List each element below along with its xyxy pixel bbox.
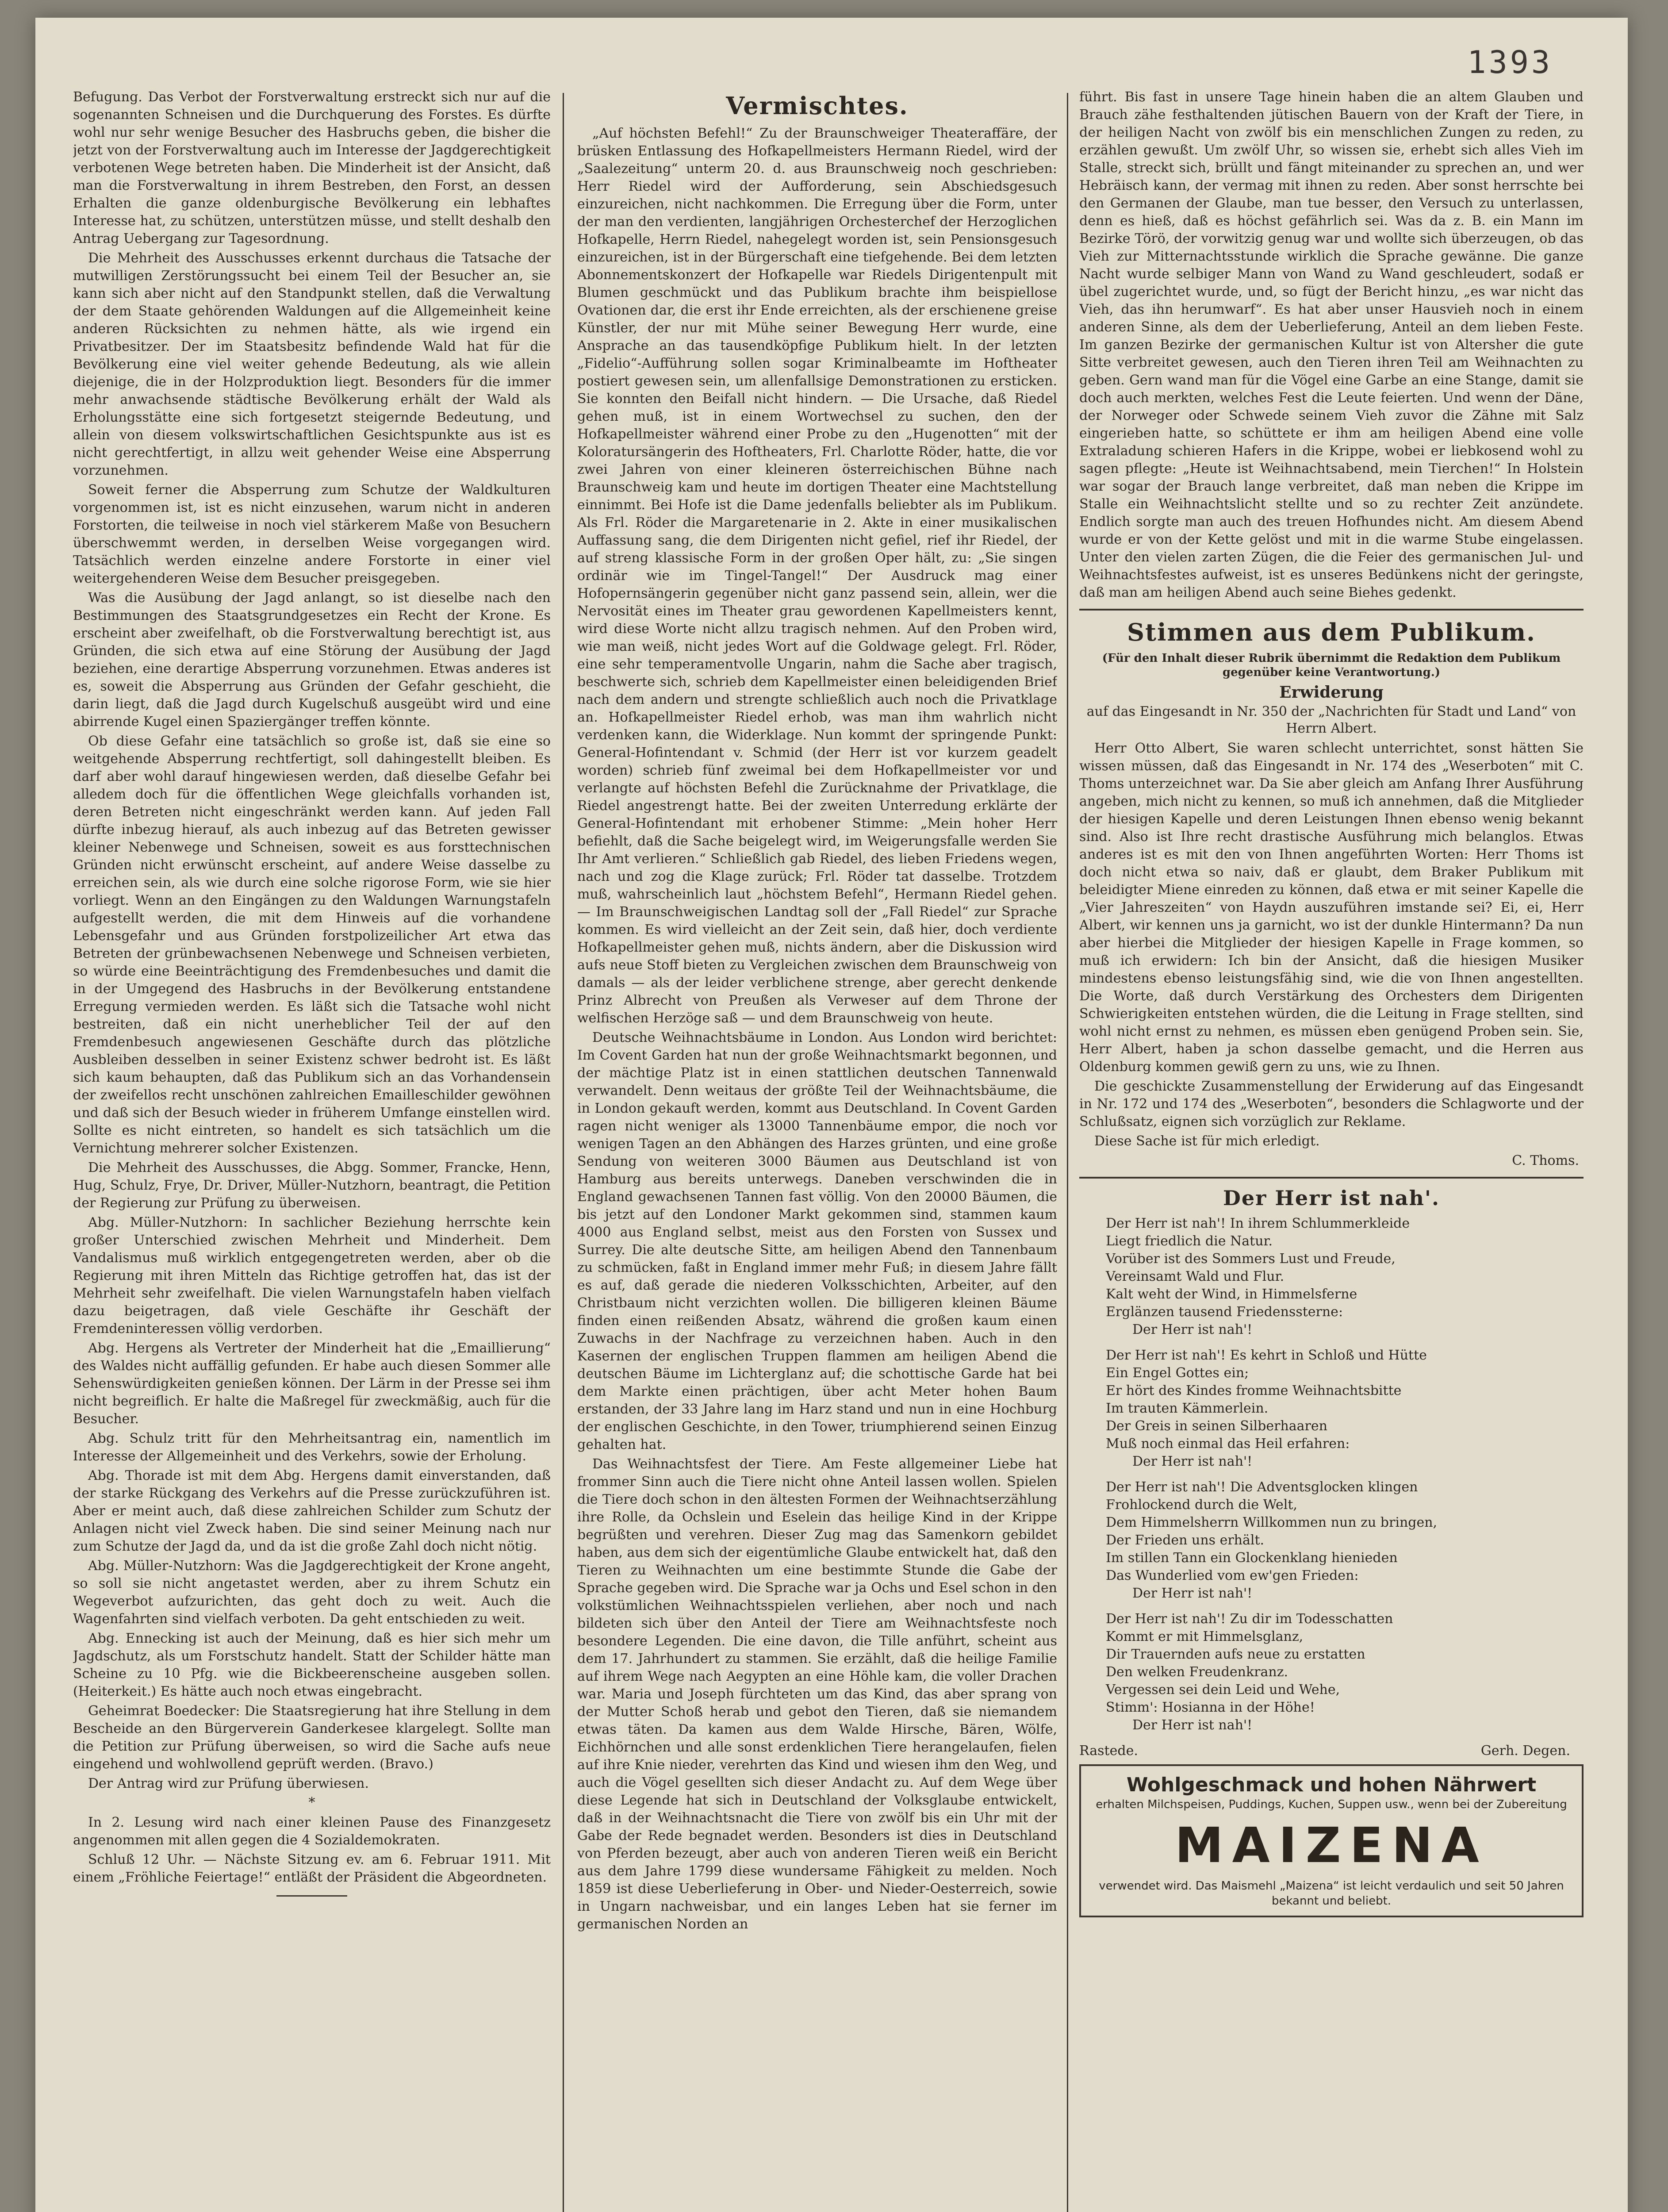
paragraph: Abg. Müller-Nutzhorn: Was die Jagdgerechtigkeit der Krone angeht, so soll sie nicht angetastet werden, aber zu ihrem Schutz ein Wegeverbot aufzurichten, das geht doch zu weit. Auch die Wagenfahrten sind vielfach verboten. Da geht entschieden zu weit.: [73, 1558, 551, 1627]
paragraph: Geheimrat Boedecker: Die Staatsregierung hat ihre Stellung in dem Bescheide an den Bürgerverein Ganderkesee klargelegt. Sollte man die Petition zur Prüfung überweisen, so wird die Sache aufs neue eingehend und wohlwollend geprüft werden. (Bravo.): [73, 1703, 551, 1772]
paragraph: Deutsche Weihnachtsbäume in London. Aus London wird berichtet: Im Covent Garden hat nun der große Weihnachtsmarkt begonnen, und der mächtige Platz ist in einen stattlichen deutschen Tannenwald verwandelt. Denn weitaus der größte Teil der Weihnachtsbäume, die in London gekauft werden, kommt aus Deutschland. In Covent Garden ragen nicht weniger als 13000 Tannenbäume empor, die noch vor wenigen Tagen an den Abhängen des Harzes grünten, und eine große Sendung von weiteren 3000 Bäumen aus Deutschland ist von Hamburg aus bereits unterwegs. Daneben verschwinden die in England gewachsenen Tannen fast völlig. Von den 20000 Bäumen, die bis jetzt auf den Londoner Markt gekommen sind, stammen kaum 4000 aus England selbst, meist aus den Forsten von Sussex und Surrey. Die alte deutsche Sitte, am heiligen Abend den Tannenbaum zu schmücken, faßt in England immer mehr Fuß; in diesem Jahre fällt es auf, daß gerade die niederen Volksschichten, Arbeiter, auf den Christbaum nicht verzichten wollen. Die billigeren kleinen Bäume finden einen reißenden Absatz, während die großen kaum einen Zuwachs in der Nachfrage zu verzeichnen haben. Auch in den Kasernen der englischen Truppen flammen am heiligen Abend die deutschen Bäume im Lichterglanz auf; die schottische Garde hat bei dem Markte einen prächtigen, über acht Meter hohen Baum erstanden, der 33 Jahre lang im Harz stand und nun in eine Hochburg der englischen Geschichte, in den Tower, triumphierend seinen Einzug gehalten hat.: [577, 1030, 1057, 1452]
poem-line: Vorüber ist des Sommers Lust und Freude,: [1106, 1251, 1396, 1267]
maizena-advertisement: [1079, 1764, 1584, 1917]
poem-line: Frohlockend durch die Welt,: [1106, 1497, 1297, 1513]
paragraph: Die geschickte Zusammenstellung der Erwiderung auf das Eingesandt in Nr. 172 und 174 des „Weserboten“, besonders die Schlagworte und der Schlußsatz, eignen sich vorzüglich zur Reklame.: [1079, 1079, 1584, 1129]
paragraph: Der Antrag wird zur Prüfung überwiesen.: [88, 1776, 369, 1791]
poem-line: Im stillen Tann ein Glockenklang hienieden: [1106, 1550, 1398, 1566]
poem-line: Den welken Freudenkranz.: [1106, 1664, 1288, 1680]
newspaper-page: [35, 18, 1628, 2212]
section-rule: [1079, 609, 1584, 611]
paragraph: Diese Sache ist für mich erledigt.: [1094, 1133, 1320, 1149]
poem-line: Der Herr ist nah'!: [1132, 1717, 1253, 1733]
poem-body: [1106, 1215, 1584, 1734]
poem-stanza: [1106, 1347, 1584, 1471]
poem-line: Dir Trauernden aufs neue zu erstatten: [1106, 1647, 1365, 1662]
poem-stanza: [1106, 1479, 1584, 1602]
poem-title: Der Herr ist nah'.: [1223, 1186, 1440, 1210]
paragraph: „Auf höchsten Befehl!“ Zu der Braunschweiger Theateraffäre, der brüsken Entlassung des Hofkapellmeisters Hermann Riedel, wird der „Saalezeitung“ unterm 20. d. aus Braunschweig noch geschrieben: Herr Riedel wird der Aufforderung, sein Abschiedsgesuch einzureichen, nicht nachkommen. Die Erregung über die Form, unter der man den verdienten, langjährigen Orchesterchef der Herzoglichen Hofkapelle, Herrn Riedel, nahegelegt worden ist, sein Pensionsgesuch einzureichen, ist in der Bürgerschaft eine tiefgehende. Bei dem letzten Abonnementskonzert der Hofkapelle war Riedels Dirigentenpult mit Blumen geschmückt und das Publikum brachte ihm beispiellose Ovationen dar, die erst ihr Ende erreichten, als der erschienene greise Künstler, der nur mit Mühe seiner Bewegung Herr wurde, eine Ansprache an das tausendköpfige Publikum hielt. In der letzten „Fidelio“-Aufführung sollen sogar Kriminalbeamte im Hoftheater postiert gewesen sein, um allenfallsige Demonstrationen zu ersticken. Sie konnten den Beifall nicht hindern. — Die Ursache, daß Riedel gehen muß, ist in einem Wortwechsel zu suchen, den der Hofkapellmeister während einer Probe zu den „Hugenotten“ mit der Koloratursängerin des Hoftheaters, Frl. Charlotte Röder, hatte, die vor zwei Jahren von einer kleineren österreichischen Bühne nach Braunschweig kam und heute im dortigen Theater eine Machtstellung einnimmt. Bei Hofe ist die Dame jedenfalls beliebter als im Publikum. Als Frl. Röder die Margaretenarie in 2. Akte in einer musikalischen Auffassung sang, die dem Dirigenten nicht gefiel, rief ihr Riedel, der auf streng klassische Form in der großen Oper hält, zu: „Sie singen ordinär wie im Tingel-Tangel!“ Der Ausdruck mag einer Hofopernsängerin gegenüber nicht ganz passend sein, allein, wer die Nervosität eines im Theater grau gewordenen Kapellmeisters kennt, wird diese Worte nicht allzu tragisch nehmen. Auf den Proben wird, wie man weiß, nicht jedes Wort auf die Goldwage gelegt. Frl. Röder, eine sehr temperamentvolle Ungarin, nahm die Sache aber tragisch, beschwerte sich, schrieb dem Kapellmeister einen beleidigenden Brief nach dem andern und strengte schließlich auch noch die Privatklage an. Hofkapellmeister Riedel erhob, was man ihm wahrlich nicht verdenken kann, die Widerklage. Nun kommt der springende Punkt: General-Hofintendant v. Schmid (der Herr ist vor kurzem geadelt worden) schrieb fünf zweimal bei dem Hofkapellmeister vor und verlangte auf höchsten Befehl die Zurücknahme der Privatklage, die Riedel angestrengt hatte. Bei der zweiten Unterredung erklärte der General-Hofintendant mit erhobener Stimme: „Mein hoher Herr befiehlt, daß die Sache beigelegt wird, im Weigerungsfalle werden Sie Ihr Amt verlieren.“ Schließlich gab Riedel, des lieben Friedens wegen, nach und zog die Klage zurück; Frl. Röder tat dasselbe. Trotzdem muß, wahrscheinlich laut „höchstem Befehl“, Hermann Riedel gehen. — Im Braunschweigischen Landtag soll der „Fall Riedel“ zur Sprache kommen. Es wird vielleicht an der Zeit sein, daß hier, doch verdiente Hofkapellmeister gehen muß, nichts ändern, aber die Diskussion wird aufs neue Stoff bieten zu Vergleichen zwischen dem Braunschweig von damals — als der leider verblichene strenge, aber gerecht denkende Prinz Albrecht von Preußen als Verweser auf dem Throne der welfischen Herzöge saß — und dem Braunschweig von heute.: [577, 126, 1057, 1026]
letter-title: Erwiderung: [1279, 683, 1384, 702]
column-middle: [577, 88, 1057, 2212]
poem-line: Erglänzen tausend Friedenssterne:: [1106, 1304, 1343, 1320]
ad-brand-logo: MAIZENA: [1175, 1817, 1488, 1874]
paragraph: Das Weihnachtsfest der Tiere. Am Feste allgemeiner Liebe hat frommer Sinn auch die Tiere nicht ohne Anteil lassen wollen. Spielen die Tiere doch schon in den ältesten Formen der Weihnachtserzählung ihre Rolle, da Ochslein und Eselein das heilige Kind in der Krippe begrüßten und verehren. Dieser Zug mag das Samenkorn gebildet haben, aus dem sich der eigentümliche Glaube entwickelt hat, daß den Tieren zu Weihnachten um eine bestimmte Stunde die Gabe der Sprache gegeben wird. Die Sprache war ja Ochs und Esel schon in den volkstümlichen Weihnachtsspielen verliehen, aber noch und nach bildeten sich über den Anteil der Tiere am Weihnachtsfeste noch besondere Legenden. Die eine davon, die Tille anführt, scheint aus dem 17. Jahrhundert zu stammen. Sie erzählt, daß die heilige Familie auf ihrem Wege nach Aegypten an eine Höhle kam, die voller Drachen war. Maria und Joseph fürchteten um das Kind, das aber sprang von der Mutter Schoß herab und gebot den Tieren, daß sie niemandem etwas täten. Da kamen aus dem Walde Hirsche, Bären, Wölfe, Eichhörnchen und alle sonst erdenklichen Tiere herangelaufen, fielen auf ihre Knie nieder, verehrten das Kind und wiesen ihm den Weg, und auch die Vögel gesellten sich dieser Andacht zu. Auf dem Wege über diese Legende hat sich in Deutschland der Volksglaube entwickelt, daß in der Weihnachtsnacht die Tiere von zwölf bis ein Uhr mit der Gabe der Rede begnadet werden. Besonders ist dies in Deutschland von Pferden bezeugt, aber auch von anderen Tieren weiß ein Bericht aus dem Jahre 1799 diese wundersame Fähigkeit zu melden. Noch 1859 ist diese Ueberlieferung in Ober- und Nieder-Oesterreich, sowie in Ungarn nachweisbar, und ein langes Leben hat sie ferner im germanischen Norden an: [577, 1456, 1057, 1932]
paragraph: Abg. Hergens als Vertreter der Minderheit hat die „Emaillierung“ des Waldes nicht auffällig gefunden. Er habe auch diesen Sommer alle Sehenswürdigkeiten genießen können. Der Lärm in der Presse sei ihm nicht begreiflich. Er halte die Maßregel für zweckmäßig, auch für die Besucher.: [73, 1340, 551, 1427]
poem-line: Stimm': Hosianna in der Höhe!: [1106, 1700, 1315, 1715]
poem-line: Der Herr ist nah'! Die Adventsglocken klingen: [1106, 1479, 1418, 1495]
poem-line: Das Wunderlied vom ew'gen Frieden:: [1106, 1568, 1359, 1583]
disclaimer-note: (Für den Inhalt dieser Rubrik übernimmt die Redaktion dem Publikum gegenüber keine Verantwortung.): [1102, 652, 1561, 679]
poem-line: Der Frieden uns erhält.: [1106, 1532, 1265, 1548]
ad-text: verwendet wird. Das Maismehl „Maizena“ ist leicht verdaulich und seit 50 Jahren bekannt und beliebt.: [1099, 1879, 1564, 1908]
poem-line: Kalt weht der Wind, in Himmelsferne: [1106, 1286, 1357, 1302]
poem-line: Vergessen sei dein Leid und Wehe,: [1106, 1682, 1340, 1697]
poem-stanza: [1106, 1215, 1584, 1339]
publikum-section: [1079, 618, 1584, 1170]
column-right: [1079, 88, 1584, 2212]
paragraph: Soweit ferner die Absperrung zum Schutze der Waldkulturen vorgenommen ist, ist es nicht einzusehen, warum nicht in anderen Forstorten, die teilweise in noch viel stärkerem Maße von Besuchern überschwemmt werden, in derselben Weise vorgegangen wird. Tatsächlich werden einzelne andere Forstorte in einer viel weitergehenderen Weise dem Besucher preisgegeben.: [73, 482, 551, 586]
poem-author: Gerh. Degen.: [1480, 1743, 1570, 1759]
column-divider: [563, 93, 564, 2212]
page-number: 1393: [1467, 44, 1553, 81]
poem-line: Dem Himmelsherrn Willkommen nun zu bringen,: [1106, 1515, 1438, 1530]
section-heading: Vermischtes.: [726, 92, 909, 120]
poem-line: Vereinsamt Wald und Flur.: [1106, 1269, 1285, 1284]
asterisk-divider: *: [308, 1795, 315, 1810]
paragraph: Ob diese Gefahr eine tatsächlich so große ist, daß sie eine so weitgehende Absperrung rechtfertigt, soll dahingestellt bleiben. Es darf aber wohl darauf hingewiesen werden, daß dieselbe Gefahr bei alledem doch für die öffentlichen Wege gleichfalls vorhanden ist, deren Betreten nicht eingeschränkt werden kann. Auf jeden Fall dürfte inbezug hierauf, als auch inbezug auf das Betreten gewisser kleiner Nebenwege und Schneisen, soweit es aus forsttechnischen Gründen nicht erwünscht erscheint, auf andere Weise dasselbe zu erreichen sein, als wie durch eine solche rigorose Form, wie sie hier vorliegt. Wenn an den Eingängen zu den Waldungen Warnungstafeln aufgestellt werden, die mit dem Hinweis auf die vorhandene Lebensgefahr und aus Gründen forstpolizeilicher Art etwa das Betreten der grünbewachsenen Nebenwege und Schneisen verbieten, so würde eine Beeinträchtigung des Fremdenbesuches und damit die in der Umgegend des Hasbruchs in der Bevölkerung entstandene Erregung vermieden werden. Es läßt sich die Tatsache wohl nicht bestreiten, daß ein nicht unerheblicher Teil der auf den Fremdenbesuch angewiesenen Geschäfte durch das plötzliche Ausbleiben desselben in seiner Existenz schwer bedroht ist. Es läßt sich kaum behaupten, daß das Publikum sich an das Vorhandensein der zweifellos recht unschönen zahlreichen Emailleschilder gewöhnen und daß sich der Besuch wieder in früherem Umfange einstellen wird. Sollte es nicht eintreten, so handelt es sich tatsächlich um die Vernichtung mehrerer solcher Existenzen.: [73, 733, 551, 1156]
paragraph: Die Mehrheit des Ausschusses erkennt durchaus die Tatsache der mutwilligen Zerstörungssucht bei einem Teil der Besucher an, sie kann sich aber nicht auf den Standpunkt stellen, daß die Verwaltung der dem Staate gehörenden Waldungen auf die Allgemeinheit keine anderen Rücksichten zu nehmen hätte, als wie irgend ein Privatbesitzer. Der im Staatsbesitz befindende Wald hat für die Bevölkerung eine viel weiter gehende Bedeutung, als wie allein diejenige, die in der Holzproduktion liegt. Besonders für die immer mehr anwachsende städtische Bevölkerung erhält der Wald als Erholungsstätte eine sich fortgesetzt steigernde Bedeutung, und allein von diesem volkswirtschaftlichen Gesichtspunkte aus ist es nicht gerechtfertigt, in allzu weit gehender Weise eine Absperrung vorzunehmen.: [73, 250, 551, 478]
poem-line: Der Herr ist nah'! In ihrem Schlummerkleide: [1106, 1216, 1410, 1231]
poem-line: Kommt er mit Himmelsglanz,: [1106, 1629, 1304, 1644]
paragraph: Abg. Müller-Nutzhorn: In sachlicher Beziehung herrschte kein großer Unterschied zwischen Mehrheit und Minderheit. Dem Vandalismus muß wirklich entgegengetreten werden, aber ob die Regierung mit ihren Mitteln das Richtige getroffen hat, das ist der Mehrheit sehr zweifelhaft. Die vielen Warnungstafeln haben vielfach dazu beigetragen, daß viele Geschäfte ihr Geschäft der Fremdeninteressen völlig verdorben.: [73, 1215, 551, 1336]
poem-line: Er hört des Kindes fromme Weihnachtsbitte: [1106, 1383, 1402, 1398]
poem-line: Der Greis in seinen Silberhaaren: [1106, 1418, 1327, 1434]
poem-line: Der Herr ist nah'!: [1132, 1322, 1253, 1337]
section-rule: [1079, 1177, 1584, 1179]
paragraph: führt. Bis fast in unsere Tage hinein haben die an altem Glauben und Brauch zähe festhaltenden jütischen Bauern von der Kraft der Tiere, in der heiligen Nacht von zwölf bis ein menschlichen Zungen zu reden, zu erzählen gewußt. Um zwölf Uhr, so wissen sie, erhebt sich alles Vieh im Stalle, streckt sich, brüllt und fängt miteinander zu sprechen an, und wer Hebräisch kann, der vermag mit ihnen zu reden. Aber sonst herrschte bei den Germanen der Glaube, man tue besser, den Versuch zu unterlassen, denn es hieß, daß es höchst gefährlich sei. Was da z. B. ein Mann im Bezirke Törö, der vorwitzig genug war und wollte sich überzeugen, ob das Vieh zur Mitternachtsstunde wirklich die Sprache gewänne. Die ganze Nacht wurde selbiger Mann von Wand zu Wand geschleudert, sodaß er übel zugerichtet wurde, und, so fügt der Bericht hinzu, „es war nicht das Vieh, das ihn herumwarf“. Es hat aber unser Hausvieh noch in einem anderen Sinne, als dem der Ueberlieferung, Anteil an dem lieben Feste. Im ganzen Bezirke der germanischen Kultur ist von Altersher die gute Sitte verbreitet gewesen, auch den Tieren ihren Teil am Weihnachten zu geben. Gern wand man für die Vögel eine Garbe an eine Stange, damit sie doch auch merkten, welches Fest die Leute feierten. Und wenn der Däne, der Norweger oder Schwede seinem Vieh zuvor die Zähne mit Salz eingerieben hatte, so schüttete er ihm am heiligen Abend eine volle Extraladung schieren Hafers in die Krippe, wobei er liebkosend wohl zu sagen pflegte: „Heute ist Weihnachtsabend, mein Tierchen!“ In Holstein war sogar der Brauch lange verbreitet, daß man neben die Krippe im Stalle ein Weihnachtslicht stellte und so zu rechter Zeit anzündete. Endlich sorgte man auch des treuen Hofhundes nicht. Am diesem Abend wurde er von der Kette gelöst und mit in die warme Stube eingelassen. Unter den vielen zarten Zügen, die die Feier des germanischen Jul- und Weihnachtsfestes aufweist, ist es unseres Bedünkens nicht der geringste, daß man am heiligen Abend auch seine Biehes gedenkt.: [1079, 89, 1584, 600]
poem-place: Rastede.: [1079, 1743, 1138, 1759]
paragraph: Befugung. Das Verbot der Forstverwaltung erstreckt sich nur auf die sogenannten Schneisen und die Durchquerung des Forstes. Es dürfte wohl nur sehr wenige Besucher des Hasbruchs geben, die bisher die jetzt von der Forstverwaltung auch im Interesse der Jagdgerechtigkeit verbotenen Wege betreten haben. Die Minderheit ist der Ansicht, daß man die Forstverwaltung in ihrem Bestreben, den Forst, an dessen Erhalten die ganze oldenburgische Bevölkerung ein lebhaftes Interesse hat, zu schützen, unterstützen müsse, und stellt deshalb den Antrag Uebergang zur Tagesordnung.: [73, 89, 551, 246]
poem-line: Der Herr ist nah'! Zu dir im Todesschatten: [1106, 1611, 1393, 1627]
poem-signature: [1079, 1742, 1570, 1760]
paragraph: Die Mehrheit des Ausschusses, die Abgg. Sommer, Francke, Henn, Hug, Schulz, Frye, Dr. Driver, Müller-Nutzhorn, beantragt, die Petition der Regierung zur Prüfung zu überweisen.: [73, 1160, 551, 1211]
poem-line: Der Herr ist nah'!: [1132, 1586, 1253, 1601]
paragraph: Herr Otto Albert, Sie waren schlecht unterrichtet, sonst hätten Sie wissen müssen, daß das Eingesandt in Nr. 174 des „Weserboten“ mit C. Thoms unterzeichnet war. Da Sie aber gleich am Anfang Ihrer Ausführung angeben, mich nicht zu kennen, so muß ich annehmen, daß die Mitglieder der hiesigen Kapelle und deren Leistungen Ihnen ebenso wenig bekannt sind. Also ist Ihre recht drastische Ausführung mich belanglos. Etwas anderes ist es mit den von Ihnen angeführten Worten: Herr Thoms ist doch nicht etwa so naiv, daß er glaubt, dem Braker Publikum mit beleidigter Miene einreden zu können, daß etwa er mit seiner Kapelle die „Vier Jahreszeiten“ von Haydn auszuführen imstande sei? Ei, ei, Herr Albert, wir kennen uns ja garnicht, wo ist der dunkle Hintermann? Da nun aber hierbei die Mitglieder der hiesigen Kapelle in Frage kommen, so muß ich erwidern: Ich bin der Ansicht, daß die hiesigen Musiker mindestens ebenso leistungsfähig sind, wie die von Ihnen angestellten. Die Worte, daß durch Verstärkung des Orchesters dem Dirigenten Schwierigkeiten entstehen würden, die die Leitung in Frage stellten, sind wohl nicht ernst zu nehmen, es müssen eben genügend Proben sein. Sie, Herr Albert, haben ja schon dasselbe gemacht, und die Herren aus Oldenburg kommen gewiß gern zu uns, wie zu Ihnen.: [1079, 741, 1584, 1075]
paragraph: Schluß 12 Uhr. — Nächste Sitzung ev. am 6. Februar 1911. Mit einem „Fröhliche Feiertage!“ entläßt der Präsident die Abgeordneten.: [73, 1852, 551, 1885]
letter-signature: C. Thoms.: [1512, 1153, 1579, 1168]
section-heading: Stimmen aus dem Publikum.: [1127, 618, 1536, 646]
column-divider: [1067, 93, 1068, 2212]
poem: [1079, 1186, 1584, 1760]
poem-line: Im trauten Kämmerlein.: [1106, 1401, 1269, 1416]
paragraph: Abg. Thorade ist mit dem Abg. Hergens damit einverstanden, daß der starke Rückgang des Verkehrs auf die Presse zurückzuführen ist. Aber er meint auch, daß diese zahlreichen Schilder zum Schutz der Anlagen nicht viel Zweck haben. Die sind seiner Meinung nach nur zum Schutze der Jagd da, und da ist die große Zahl doch nicht nötig.: [73, 1468, 551, 1554]
paragraph: Was die Ausübung der Jagd anlangt, so ist dieselbe nach den Bestimmungen des Staatsgrundgesetzes ein Recht der Krone. Es erscheint aber zweifelhaft, ob die Forstverwaltung berechtigt ist, aus Gründen, die sich etwa auf eine Störung der Ausübung der Jagd beziehen, eine derartige Absperrung vorzunehmen. Etwas anderes ist es, soweit die Absperrung aus Gründen der Gefahr geschieht, die darin liegt, daß die Jagd durch Kugelschuß ausgeübt wird und eine abirrende Kugel einen Spaziergänger treffen könnte.: [73, 590, 551, 730]
poem-line: Liegt friedlich die Natur.: [1106, 1233, 1273, 1249]
paragraph: Abg. Ennecking ist auch der Meinung, daß es hier sich mehr um Jagdschutz, als um Forstschutz handelt. Statt der Schilder hätte man Scheine zu 10 Pfg. wie die Bickbeerenscheine ausgeben sollen. (Heiterkeit.) Es hätte auch noch etwas eingebracht.: [73, 1631, 551, 1699]
ad-text: erhalten Milchspeisen, Puddings, Kuchen, Suppen usw., wenn bei der Zubereitung: [1096, 1798, 1567, 1811]
ad-title: Wohlgeschmack und hohen Nährwert: [1126, 1774, 1537, 1796]
poem-line: Der Herr ist nah'!: [1132, 1454, 1253, 1469]
poem-stanza: [1106, 1610, 1584, 1734]
end-rule: [276, 1895, 347, 1897]
column-left: [73, 88, 551, 2212]
paragraph: In 2. Lesung wird nach einer kleinen Pause des Finanzgesetz angenommen mit allen gegen die 4 Sozialdemokraten.: [73, 1815, 551, 1848]
poem-line: Ein Engel Gottes ein;: [1106, 1365, 1249, 1381]
poem-line: Der Herr ist nah'! Es kehrt in Schloß und Hütte: [1106, 1348, 1427, 1363]
paragraph: Abg. Schulz tritt für den Mehrheitsantrag ein, namentlich im Interesse der Allgemeinheit und des Verkehrs, sowie der Erholung.: [73, 1431, 551, 1464]
poem-line: Muß noch einmal das Heil erfahren:: [1106, 1436, 1350, 1452]
letter-subtitle: auf das Eingesandt in Nr. 350 der „Nachrichten für Stadt und Land“ von Herrn Albert.: [1086, 704, 1576, 736]
